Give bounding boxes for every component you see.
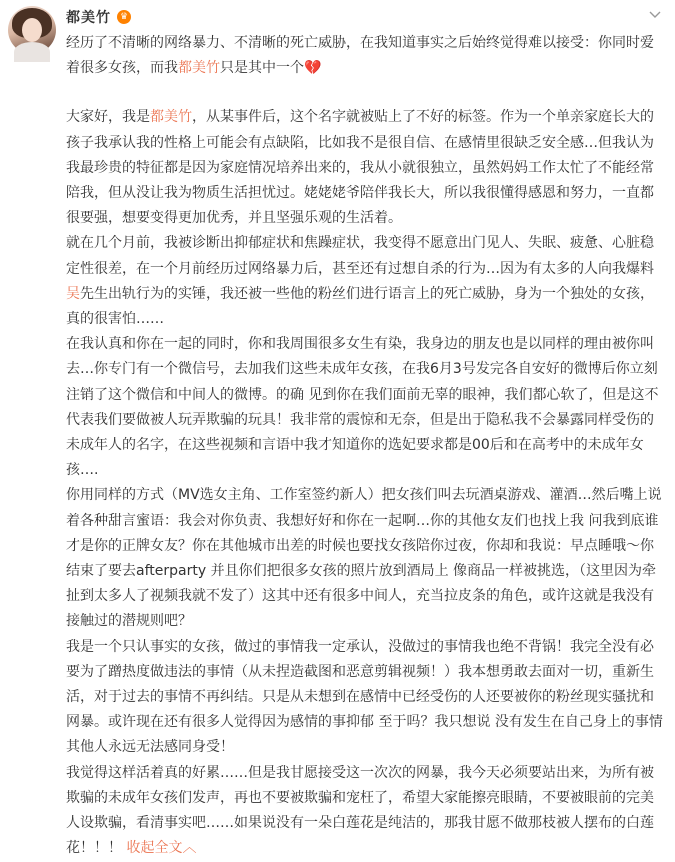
p2-text-b: 先生出轨行为的实锤，我还被一些他的粉丝们进行语言上的死亡威胁，身为一个独处的女孩，真的很害怕……: [66, 285, 654, 328]
post-header: [66, 6, 131, 28]
p2-text-a: 就在几个月前，我被诊断出抑郁症状和焦躁症状，我变得不愿意出门见人、失眠、疲惫、心脏稳定性很差，在一个月前经历过网络暴力后，甚至还有过想自杀的行为…因为有太多的人向我爆料: [66, 235, 654, 277]
intro-paragraph: [66, 31, 664, 81]
username[interactable]: 都美竹: [66, 10, 111, 26]
paragraph-1: [66, 105, 664, 231]
collapse-arrow-icon: ︿: [182, 840, 197, 857]
paragraph-2: [66, 231, 664, 332]
intro-text-b: 只是其中一个: [220, 60, 304, 77]
p6-text: 我觉得这样活着真的好累……但是我甘愿接受这一次次的网暴，我今天必须要站出来，为所有被欺骗的未成年女孩们发声，再也不要被欺骗和宠枉了，希望大家能擦亮眼睛，不要被眼前的完美人设欺骗，看清事实吧……如果说没有一朵白莲花是纯洁的，那我甘愿不做那枝被人摆布的白莲花！！！: [66, 764, 654, 857]
post-content: [66, 31, 664, 862]
mention-link[interactable]: 都美竹: [178, 60, 220, 77]
collapse-button[interactable]: [126, 840, 196, 856]
intro-text-a: 经历了不清晰的网络暴力、不清晰的死亡威胁，在我知道事实之后始终觉得难以接受：你同时爱着很多女孩，而我: [66, 35, 654, 77]
chevron-down-icon[interactable]: [649, 8, 661, 20]
paragraph-5: 我是一个只认事实的女孩，做过的事情我一定承认，没做过的事情我也绝不背锅！我完全没有必要为了蹭热度做违法的事情（从未捏造截图和恶意剪辑视频！）我本想勇敢去面对一切，重新生活，对于过去的事情不再纠结。只是从未想到在感情中已经受伤的人还要被你的粉丝现实骚扰和网暴。或许现在还有很多人觉得因为感情的事抑郁 至于吗？我只想说 没有发生在自己身上的事情其他人永远无法感同身受！: [66, 638, 663, 756]
paragraph-4: 你用同样的方式（MV选女主角、工作室签约新人）把女孩们叫去玩酒桌游戏、灌酒…然后嘴上说着各种甜言蜜语：我会对你负责、我想好好和你在一起啊…你的其他女友们也找上我 问我到底谁才是你的正牌女友？你在其他城市出差的时候也要找女孩陪你过夜，你却和我说：早点睡哦～你结束了要去afterparty 并且你们把很多女孩的照片放到酒局上 像商品一样被挑选，（这里因为牵扯到太多人了视频我就不发了）这其中还有很多中间人，充当拉皮条的角色，或许这就是我没有接触过的潜规则吧？: [66, 487, 662, 630]
collapse-label: 收起全文: [126, 840, 183, 857]
vip-badge-icon[interactable]: ♛: [117, 10, 131, 24]
mention-link[interactable]: 都美竹: [150, 109, 192, 126]
broken-heart-icon: 💔: [304, 60, 322, 77]
avatar[interactable]: [8, 6, 56, 54]
paragraph-3: 在我认真和你在一起的同时，你和我周围很多女生有染，我身边的朋友也是以同样的理由被你叫去…你专门有一个微信号，去加我们这些未成年女孩，在我6月3号发完各自安好的微博后你立刻注销了这个微信和中间人的微博。的确 见到你在我们面前无辜的眼神，我们都心软了，但是这不代表我们要做被人玩弄欺骗的玩具！我非常的震惊和无奈，但是出于隐私我不会暴露同样受伤的未成年人的名字，在这些视频和言语中我才知道你的选妃要求都是00后和在高考中的未成年女孩….: [66, 336, 659, 479]
p1-text-b: ，从某事件后，这个名字就被贴上了不好的标签。作为一个单亲家庭长大的孩子我承认我的性格上可能会有点缺陷，比如我不是很自信、在感情里很缺乏安全感…但我认为我最珍贵的特征都是因为家庭情况培养出来的，我从小就很独立，虽然妈妈工作太忙了不能经常陪我，但从没让我为物质生活担忧过。姥姥姥爷陪伴我长大，所以我很懂得感恩和努力，一直都很要强，想要变得更加优秀，并且坚强乐观的生活着。: [66, 109, 654, 227]
p1-text-a: 大家好，我是: [66, 109, 150, 126]
highlight-link[interactable]: 吴: [66, 285, 80, 302]
paragraph-6: [66, 761, 664, 862]
